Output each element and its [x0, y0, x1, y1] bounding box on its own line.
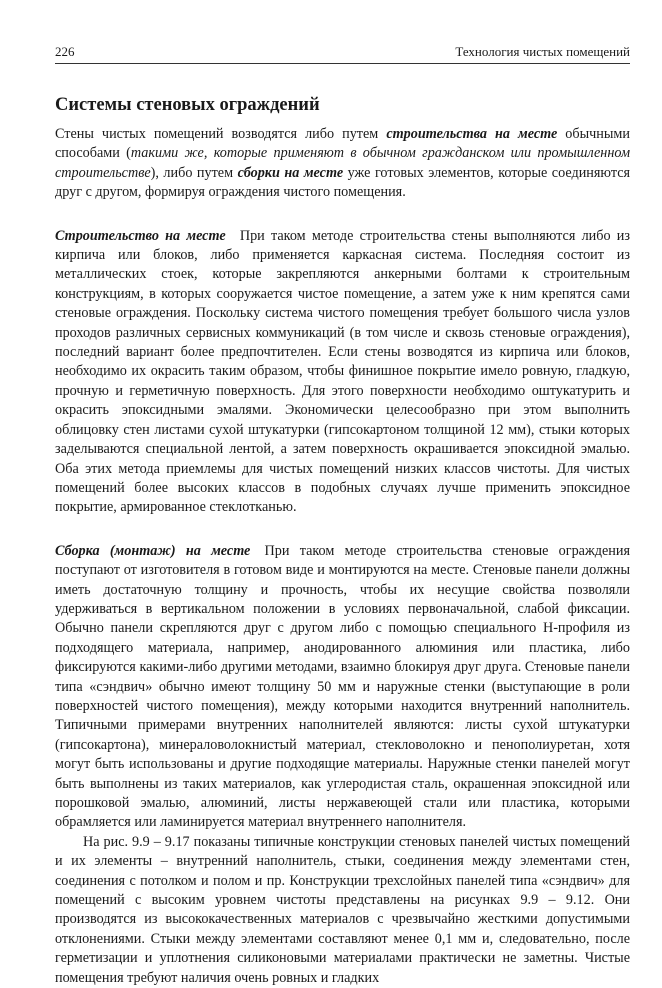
book-page: [55, 44, 630, 988]
construction-heading: Строительство на месте: [55, 227, 226, 244]
assembly-paragraph: [55, 542, 630, 833]
running-header: [55, 44, 630, 64]
section-title: Системы стеновых ограждений: [55, 95, 320, 115]
intro-parenthetical: такими же, которые применяют в обычном гражданском или промышленном строительстве: [55, 145, 630, 181]
term-assemble-on-site: сборки на месте: [237, 164, 344, 181]
intro-paragraph: Стены чистых помещений возводятся либо путем строительства на месте обычными способами (такими же, которые применяют в обычном гражданском или промышленном строительстве), либо путем сборки на месте уже готовых элементов, которые соединяются друг с другом, формируя ограждения чистого помещения.: [55, 126, 631, 201]
assembly-heading: Сборка (монтаж) на месте: [55, 542, 251, 559]
construction-body: При таком методе строительства стены выполняются либо из кирпича или блоков, либо применяется каркасная система. Последняя состоит из металлических стоек, которые закрепляются анкерными болтами к строительным конструкциям, в которых сооружается чистое помещение, а затем уже к ним крепятся сами стеновые ограждения. Поскольку система чистого помещения требует большого числа узлов проходов различных сервисных коммуникаций (в том числе и сквозь стеновые ограждения), последний вариант более предпочтителен. Если стены возводятся из кирпича или блоков, необходимо их окрасить таким образом, чтобы финишное покрытие имело ровную, гладкую, прочную и герметичную поверхность. Для этого поверхности необходимо оштукатурить и окрасить эпоксидными эмалями. Экономически целесообразно при этом выполнить облицовку стен листами сухой штукатурки (гипсокартоном толщиной 12 мм), стыки которых заделываются специальной лентой, а затем поверхность окрашивается эпоксидной эмалью. Оба этих метода приемлемы для чистых помещений низких классов чистоты. Для чистых помещений более высоких классов в подобных случаях лучше применить эпоксидное покрытие, армированное стеклотканью.: [55, 227, 630, 516]
assembly-body: При таком методе строительства стеновые ограждения поступают от изготовителя в готовом виде и монтируются на месте. Стеновые панели должны иметь достаточную толщину и прочность, чтобы их несущие свойства позволяли удерживаться в вертикальном положении в условиях первоначальной, слабой фиксации. Обычно панели скрепляются друг с другом либо с помощью специального H-профиля из подходящего материала, например, анодированного алюминия или пластика, либо фиксируются какими-либо другими методами, взаимно блокируя друг друга. Стеновые панели типа «сэндвич» обычно имеют толщину 50 мм и наружные стенки (выступающие в роли поверхностей чистого помещения), между которыми находится внутренний наполнитель. Типичными примерами внутренних наполнителей являются: листы сухой штукатурки (гипсокартона), минераловолокнистый материал, стекловолокно и пенополиуретан, хотя могут быть использованы и другие подходящие материалы. Наружные стенки панелей могут быть выполнены из таких материалов, как углеродистая сталь, окрашенная эпоксидной или порошковой эмалью, алюминий, листы нержавеющей стали или пластика, которыми обрамляется или ламинируется материал внутреннего наполнителя.: [55, 542, 630, 831]
figures-paragraph: На рис. 9.9 – 9.17 показаны типичные конструкции стеновых панелей чистых помещений и их элементы – внутренний наполнитель, стыки, соединения между элементами стен, соединения с потолком и полом и пр. Конструкции трехслойных панелей типа «сэндвич» для помещений с высоким уровнем чистоты представлены на рисунках 9.9 – 9.12. Они производятся из высококачественных материалов с чрезвычайно жесткими допустимыми отклонениями. Стыки между элементами составляют менее 0,1 мм и, следовательно, после герметизации и уплотнения силиконовыми материалами практически не заметны. Чистые помещения требуют наличия очень ровных и гладких: [55, 833, 630, 986]
page-number: 226: [55, 44, 75, 59]
construction-paragraph: [55, 227, 630, 518]
running-title: Технология чистых помещений: [455, 44, 630, 59]
term-build-on-site: строительства на месте: [386, 126, 558, 142]
